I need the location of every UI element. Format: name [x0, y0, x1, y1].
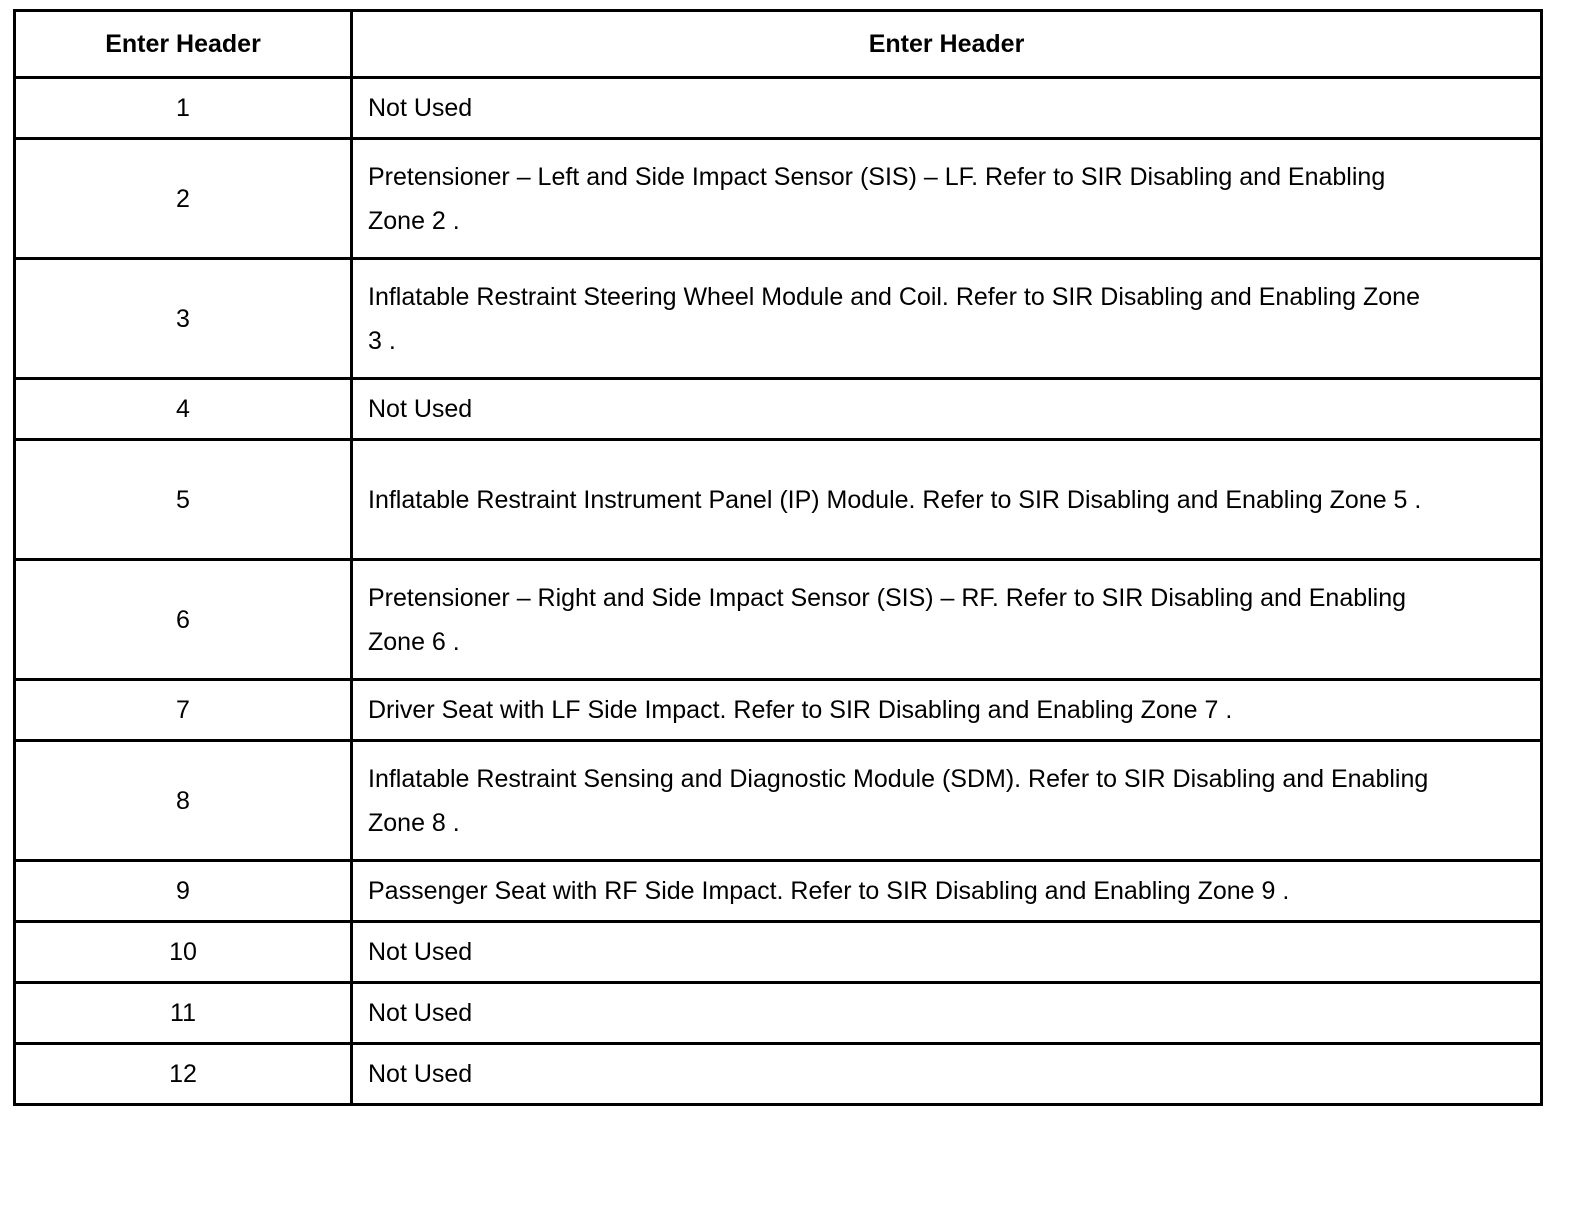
column-header-1: Enter Header — [15, 11, 352, 78]
table-row — [15, 560, 1542, 680]
zone-number: 5 — [15, 440, 352, 560]
zone-number: 12 — [15, 1044, 352, 1105]
zone-table — [13, 9, 1543, 1106]
zone-number: 6 — [15, 560, 352, 680]
table-row — [15, 78, 1542, 139]
zone-description: Pretensioner – Right and Side Impact Sensor (SIS) – RF. Refer to SIR Disabling and Enabling Zone 6 . — [352, 560, 1542, 680]
zone-number: 8 — [15, 741, 352, 861]
zone-description: Not Used — [352, 78, 1542, 139]
zone-description: Not Used — [352, 983, 1542, 1044]
zone-description: Not Used — [352, 922, 1542, 983]
zone-description: Not Used — [352, 1044, 1542, 1105]
table-row — [15, 379, 1542, 440]
zone-number: 4 — [15, 379, 352, 440]
table-row — [15, 861, 1542, 922]
zone-number: 7 — [15, 680, 352, 741]
zone-number: 2 — [15, 139, 352, 259]
table-row — [15, 741, 1542, 861]
zone-description: Not Used — [352, 379, 1542, 440]
header-row — [15, 11, 1542, 78]
zone-number: 1 — [15, 78, 352, 139]
table-row — [15, 983, 1542, 1044]
table-row — [15, 259, 1542, 379]
zone-number: 10 — [15, 922, 352, 983]
table-row — [15, 680, 1542, 741]
zone-description: Inflatable Restraint Steering Wheel Module and Coil. Refer to SIR Disabling and Enabling Zone 3 . — [352, 259, 1542, 379]
table-row — [15, 440, 1542, 560]
zone-number: 11 — [15, 983, 352, 1044]
table-row — [15, 139, 1542, 259]
table-row — [15, 1044, 1542, 1105]
zone-description: Inflatable Restraint Instrument Panel (IP) Module. Refer to SIR Disabling and Enabling Zone 5 . — [352, 440, 1542, 560]
zone-description: Pretensioner – Left and Side Impact Sensor (SIS) – LF. Refer to SIR Disabling and Enabling Zone 2 . — [352, 139, 1542, 259]
zone-description: Passenger Seat with RF Side Impact. Refer to SIR Disabling and Enabling Zone 9 . — [352, 861, 1542, 922]
table-row — [15, 922, 1542, 983]
column-header-2: Enter Header — [352, 11, 1542, 78]
zone-number: 9 — [15, 861, 352, 922]
zone-description: Driver Seat with LF Side Impact. Refer to SIR Disabling and Enabling Zone 7 . — [352, 680, 1542, 741]
zone-number: 3 — [15, 259, 352, 379]
zone-description: Inflatable Restraint Sensing and Diagnostic Module (SDM). Refer to SIR Disabling and Enabling Zone 8 . — [352, 741, 1542, 861]
